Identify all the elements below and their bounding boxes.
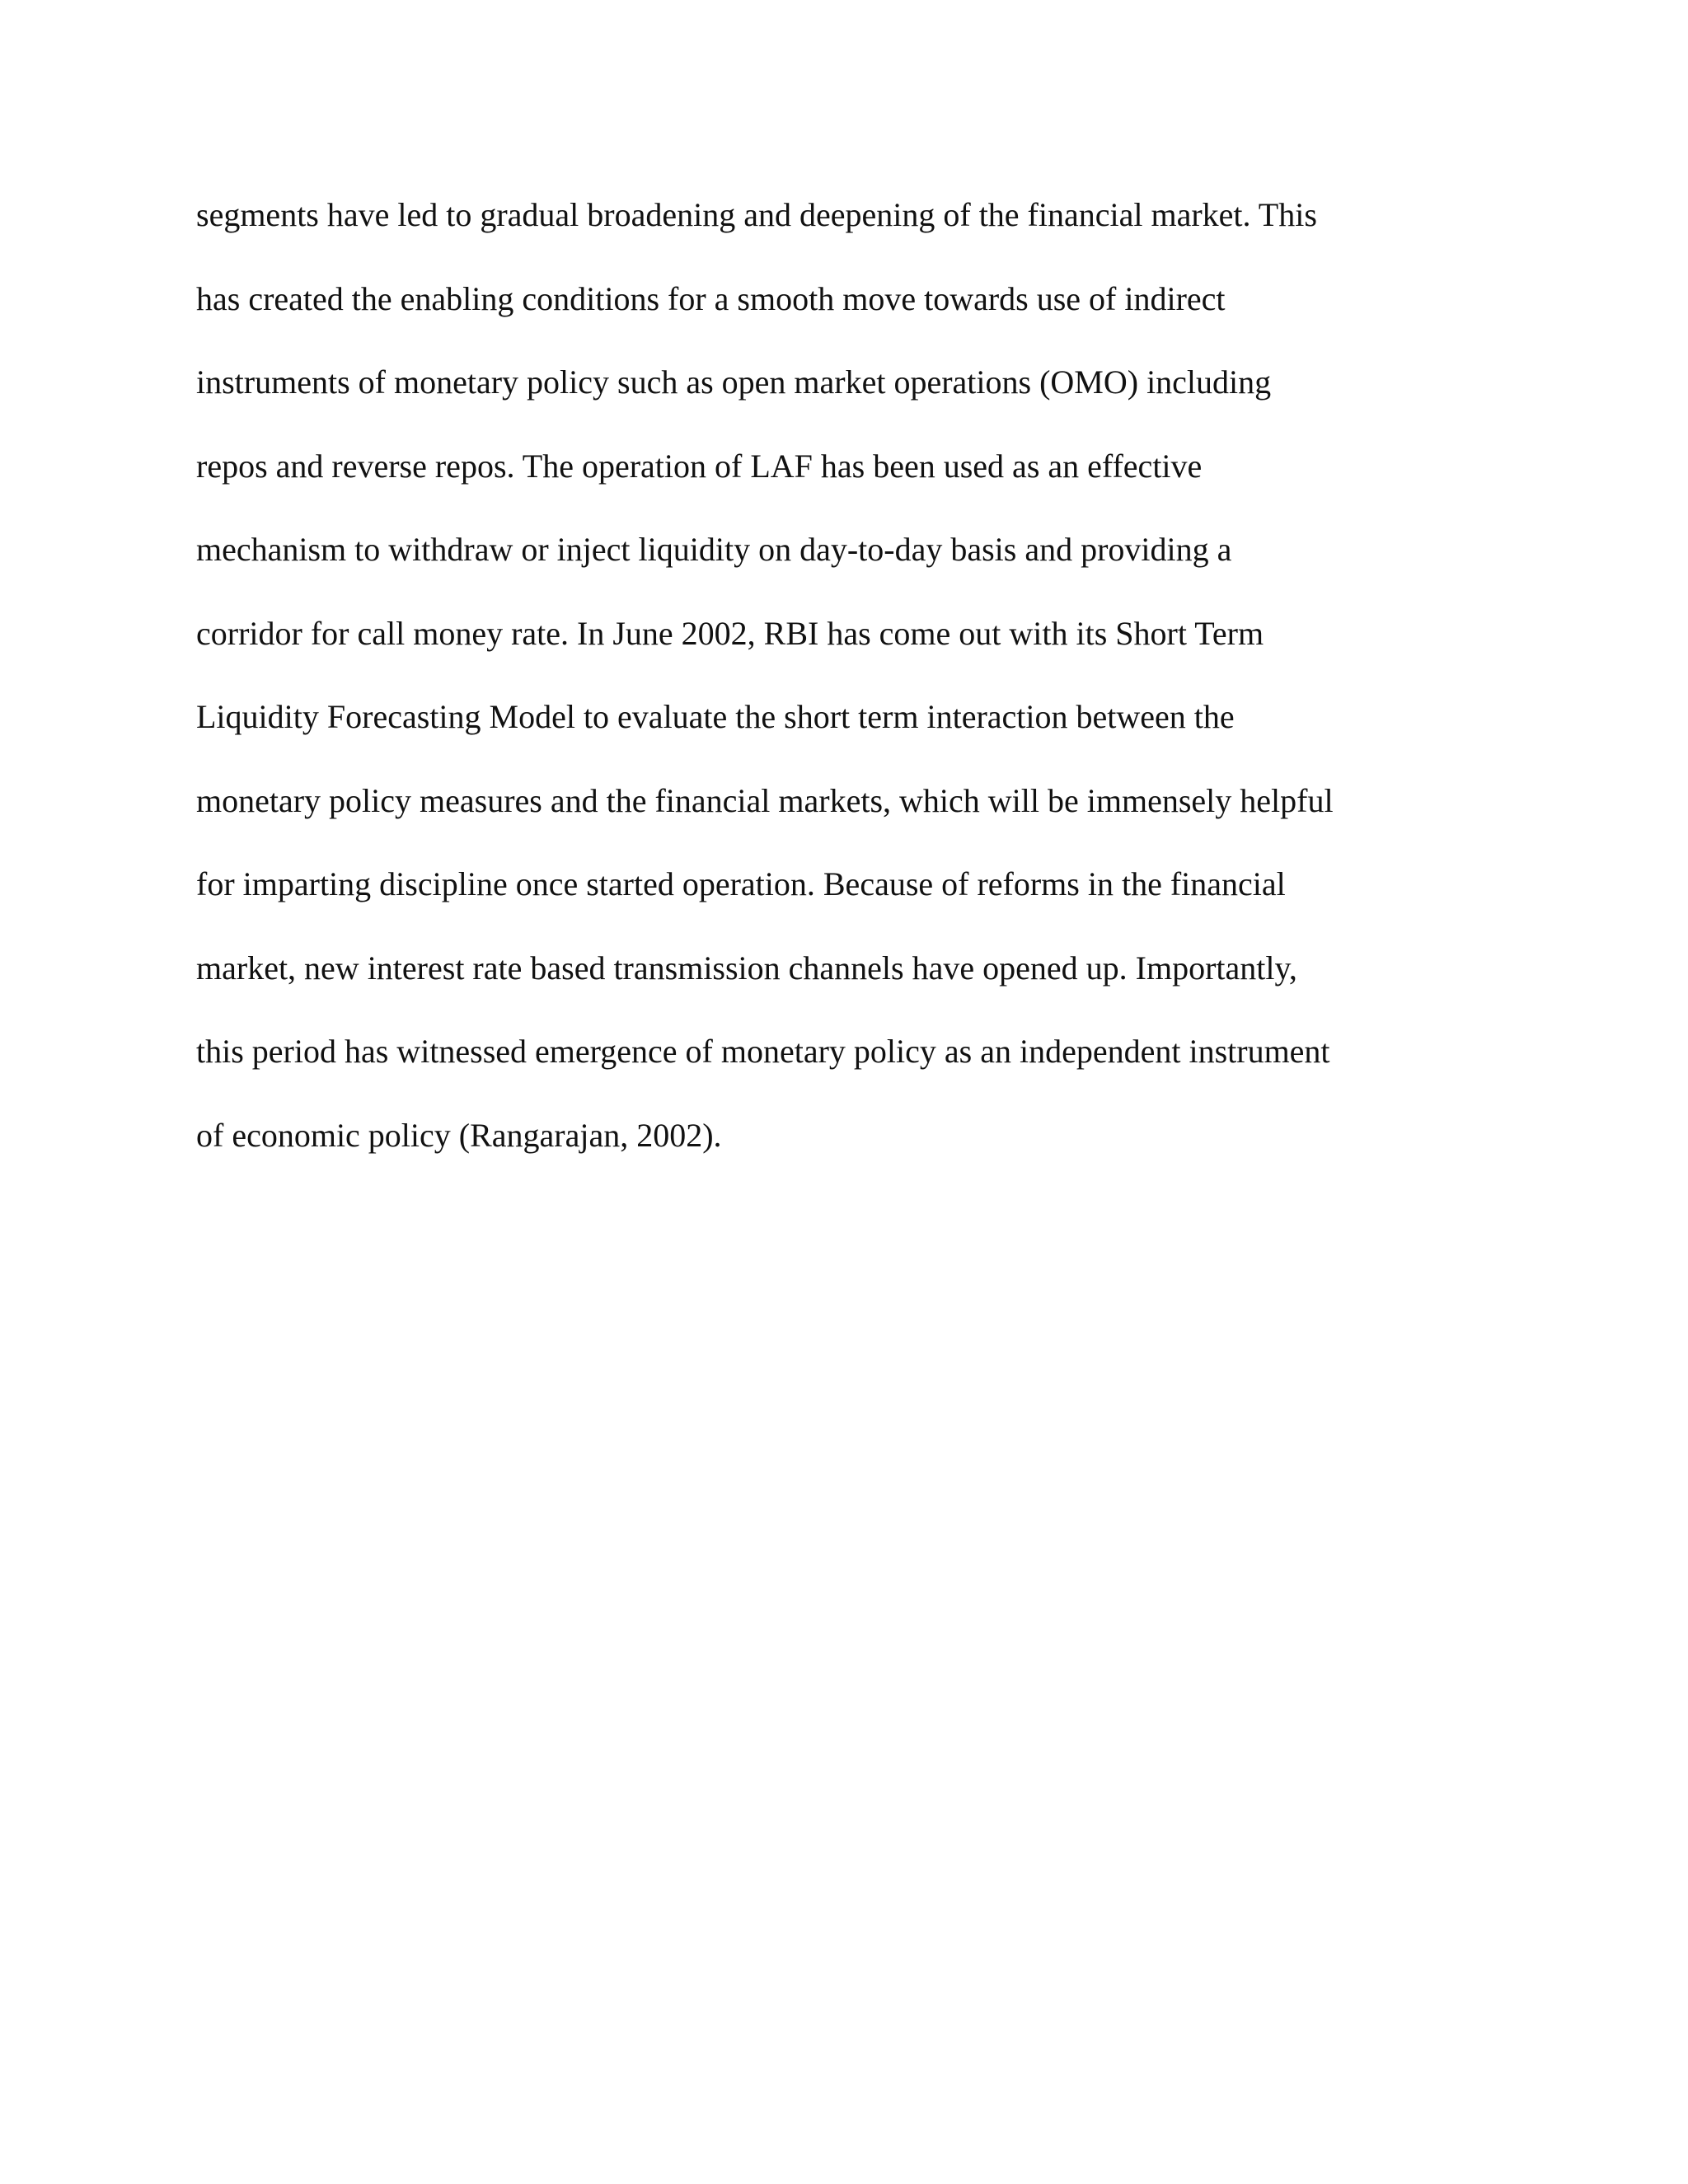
paragraph-line: has created the enabling conditions for a smooth move towards use of indirect [196, 279, 1226, 317]
paragraph-line: Liquidity Forecasting Model to evaluate the short term interaction between the [196, 698, 1235, 735]
paragraph-line: this period has witnessed emergence of monetary policy as an independent instrument [196, 1033, 1330, 1070]
paragraph-line: mechanism to withdraw or inject liquidity on day-to-day basis and providing a [196, 531, 1232, 568]
paragraph-line: instruments of monetary policy such as open market operations (OMO) including [196, 363, 1272, 401]
paragraph-line: corridor for call money rate. In June 2002, RBI has come out with its Short Term [196, 614, 1264, 652]
paragraph-line: repos and reverse repos. The operation of LAF has been used as an effective [196, 447, 1203, 485]
paragraph-line: of economic policy (Rangarajan, 2002). [196, 1116, 722, 1154]
paragraph-line: monetary policy measures and the financial markets, which will be immensely helpful [196, 781, 1334, 819]
paragraph-line: for imparting discipline once started operation. Because of reforms in the financial [196, 865, 1286, 902]
body-paragraph [196, 185, 1597, 1189]
paragraph-line: segments have led to gradual broadening and deepening of the financial market. This [196, 196, 1317, 233]
paragraph-line: market, new interest rate based transmission channels have opened up. Importantly, [196, 949, 1297, 987]
